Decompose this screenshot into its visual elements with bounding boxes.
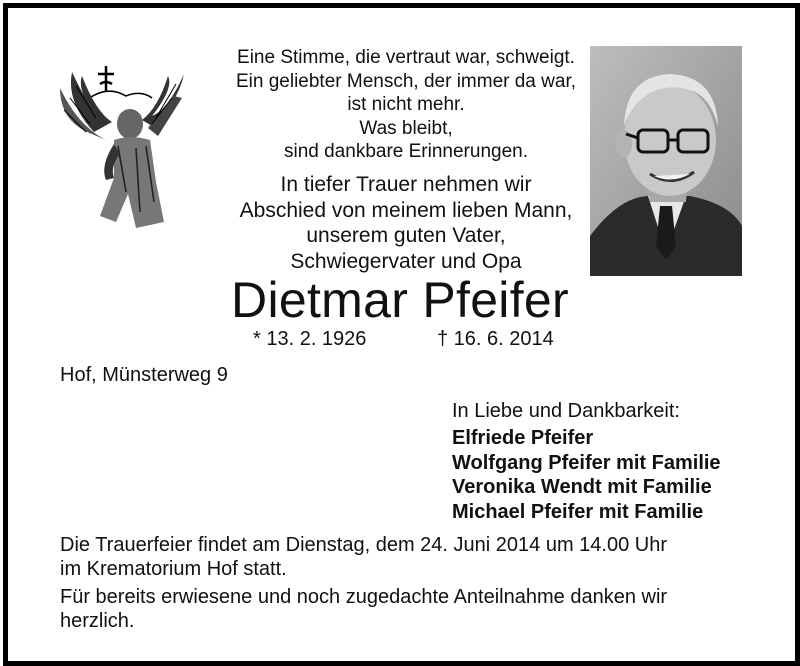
thanks-line: herzlich.	[60, 610, 135, 632]
mourner-name: Wolfgang Pfeifer mit Familie	[452, 451, 721, 474]
poem	[210, 46, 602, 164]
funeral-line: Die Trauerfeier findet am Dienstag, dem 24. Juni 2014 um 14.00 Uhr	[60, 534, 667, 556]
notice-line: Schwiegervater und Opa	[290, 249, 522, 273]
notice-line: In tiefer Trauer nehmen wir	[280, 173, 532, 196]
notice-line: Abschied von meinem lieben Mann,	[239, 198, 573, 222]
poem-line: Was bleibt,	[359, 117, 453, 139]
death-date: † 16. 6. 2014	[437, 328, 554, 350]
portrait-photo	[590, 46, 742, 276]
mourner-name: Veronika Wendt mit Familie	[452, 476, 712, 498]
notice-line: unserem guten Vater,	[306, 224, 506, 247]
address: Hof, Münsterweg 9	[60, 364, 228, 386]
thanks-line: Für bereits erwiesene und noch zugedachte Anteilnahme danken wir	[60, 586, 668, 608]
poem-line: Eine Stimme, die vertraut war, schweigt.	[237, 47, 575, 68]
poem-line: ist nicht mehr.	[347, 94, 465, 115]
poem-line: Ein geliebter Mensch, der immer da war,	[235, 70, 577, 92]
angel-cross-icon	[56, 62, 192, 230]
deceased-name: Dietmar Pfeifer	[231, 272, 569, 328]
mourners-block	[452, 398, 721, 524]
funeral-line: im Krematorium Hof statt.	[60, 558, 287, 580]
funeral-info	[60, 533, 760, 581]
mourning-notice	[210, 172, 602, 274]
mourner-name: Michael Pfeifer mit Familie	[452, 500, 704, 523]
mourner-name: Elfriede Pfeifer	[452, 427, 594, 449]
thanks-note	[60, 585, 760, 633]
birth-date: * 13. 2. 1926	[253, 328, 367, 350]
mourners-lead: In Liebe und Dankbarkeit:	[452, 400, 680, 422]
poem-line: sind dankbare Erinnerungen.	[283, 141, 528, 162]
